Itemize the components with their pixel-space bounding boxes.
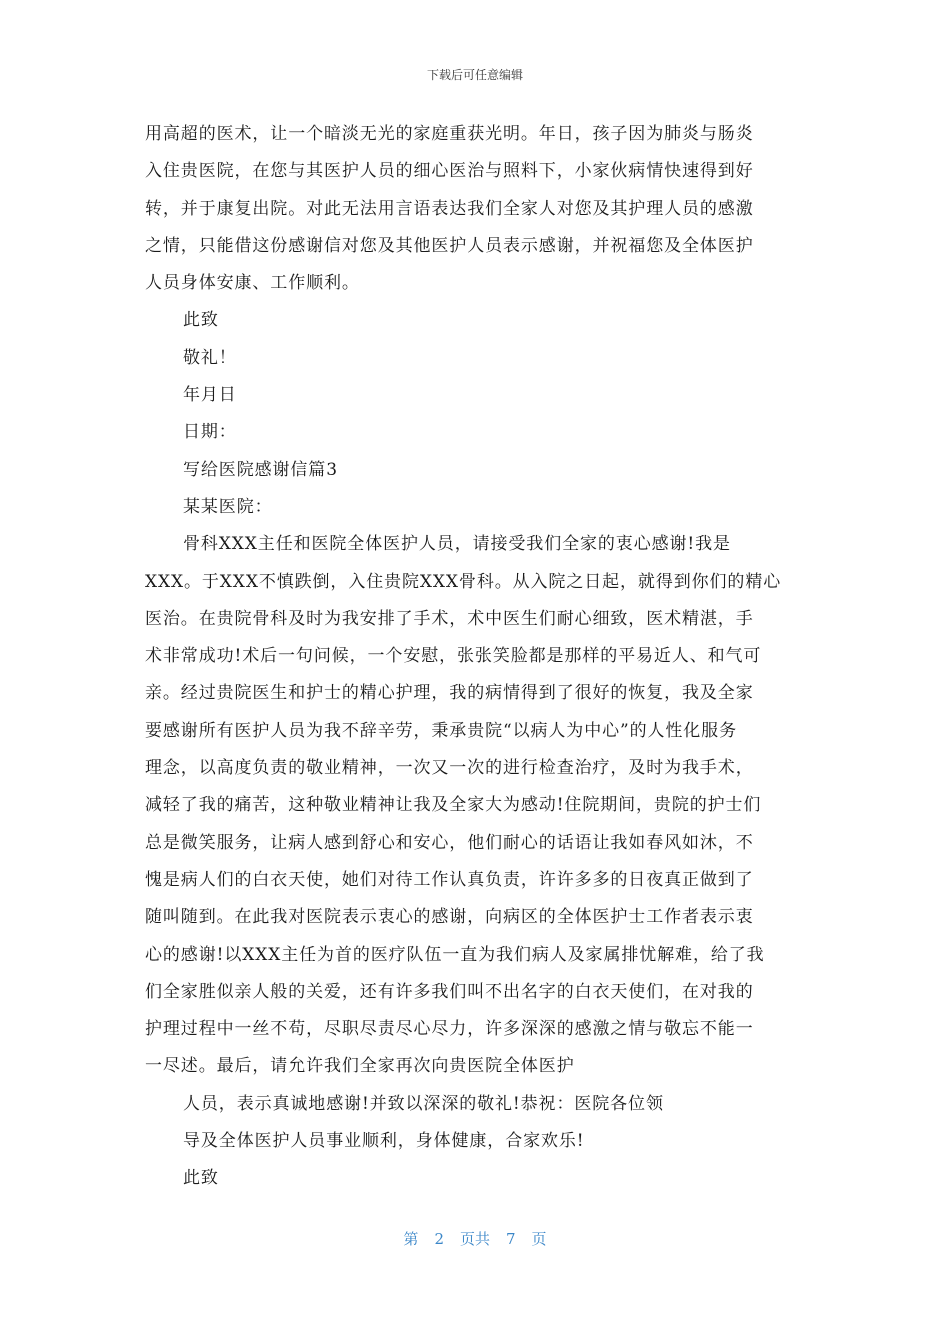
body-line: 一尽述。最后，请允许我们全家再次向贵医院全体医护 — [145, 1056, 575, 1077]
footer-page-end: 页 — [531, 1230, 547, 1248]
body-line: 导及全体医护人员事业顺利，身体健康，合家欢乐! — [183, 1131, 585, 1152]
body-line: 人员身体安康、工作顺利。 — [145, 273, 360, 294]
body-line: 转，并于康复出院。对此无法用言语表达我们全家人对您及其护理人员的感激 — [145, 198, 754, 219]
date-label: 日期： — [183, 422, 237, 443]
salutation-line: 敬礼！ — [183, 347, 237, 368]
footer-page-mid: 页共 — [459, 1230, 490, 1248]
body-line: 骨科XXX主任和医院全体医护人员，请接受我们全家的衷心感谢!我是 — [183, 534, 731, 555]
footer-page-label: 第 — [403, 1230, 419, 1248]
body-line: 们全家胜似亲人般的关爱，还有许多我们叫不出名字的白衣天使们，在对我的 — [145, 981, 754, 1002]
closing-line: 此致 — [183, 1168, 219, 1189]
body-line: 亲。经过贵院医生和护士的精心护理，我的病情得到了很好的恢复，我及全家 — [145, 683, 754, 704]
body-line: 护理过程中一丝不苟，尽职尽责尽心尽力，许多深深的感激之情与敬忘不能一 — [145, 1019, 754, 1040]
body-line: 心的感谢!以XXX主任为首的医疗队伍一直为我们病人及家属排忧解难，给了我 — [145, 944, 765, 965]
body-line: 之情，只能借这份感谢信对您及其他医护人员表示感谢，并祝福您及全体医护 — [145, 235, 754, 256]
section-title: 写给医院感谢信篇3 — [183, 459, 338, 480]
body-line: XXX。于XXX不慎跌倒，入住贵院XXX骨科。从入院之日起，就得到你们的精心 — [145, 571, 782, 592]
document-body — [145, 116, 805, 1198]
body-line: 医治。在贵院骨科及时为我安排了手术，术中医生们耐心细致，医术精湛，手 — [145, 608, 754, 629]
footer-page-number: 2 — [434, 1230, 444, 1248]
recipient-line: 某某医院： — [183, 496, 273, 517]
closing-line: 此致 — [183, 310, 219, 331]
body-line: 要感谢所有医护人员为我不辞辛劳，秉承贵院“以病人为中心”的人性化服务 — [145, 720, 737, 741]
body-line: 总是微笑服务，让病人感到舒心和安心，他们耐心的话语让我如春风如沐，不 — [145, 832, 754, 853]
body-line: 减轻了我的痛苦，这种敬业精神让我及全家大为感动!住院期间，贵院的护士们 — [145, 795, 762, 816]
body-line: 入住贵医院，在您与其医护人员的细心医治与照料下，小家伙病情快速得到好 — [145, 161, 754, 182]
date-line: 年月日 — [183, 385, 237, 406]
body-line: 理念，以高度负责的敬业精神，一次又一次的进行检查治疗，及时为我手术， — [145, 758, 754, 779]
body-line: 随叫随到。在此我对医院表示衷心的感谢，向病区的全体医护士工作者表示衷 — [145, 907, 754, 928]
footer-total-pages: 7 — [506, 1230, 516, 1248]
body-line: 愧是病人们的白衣天使，她们对待工作认真负责，许许多多的日夜真正做到了 — [145, 869, 754, 890]
body-line: 术非常成功!术后一句问候，一个安慰，张张笑脸都是那样的平易近人、和气可 — [145, 646, 762, 667]
body-line: 用高超的医术，让一个暗淡无光的家庭重获光明。年日，孩子因为肺炎与肠炎 — [145, 124, 754, 144]
page-header: 下载后可任意编辑 — [426, 68, 523, 82]
page-footer — [0, 1228, 950, 1249]
body-line: 人员，表示真诚地感谢!并致以深深的敬礼!恭祝：医院各位领 — [183, 1093, 664, 1114]
